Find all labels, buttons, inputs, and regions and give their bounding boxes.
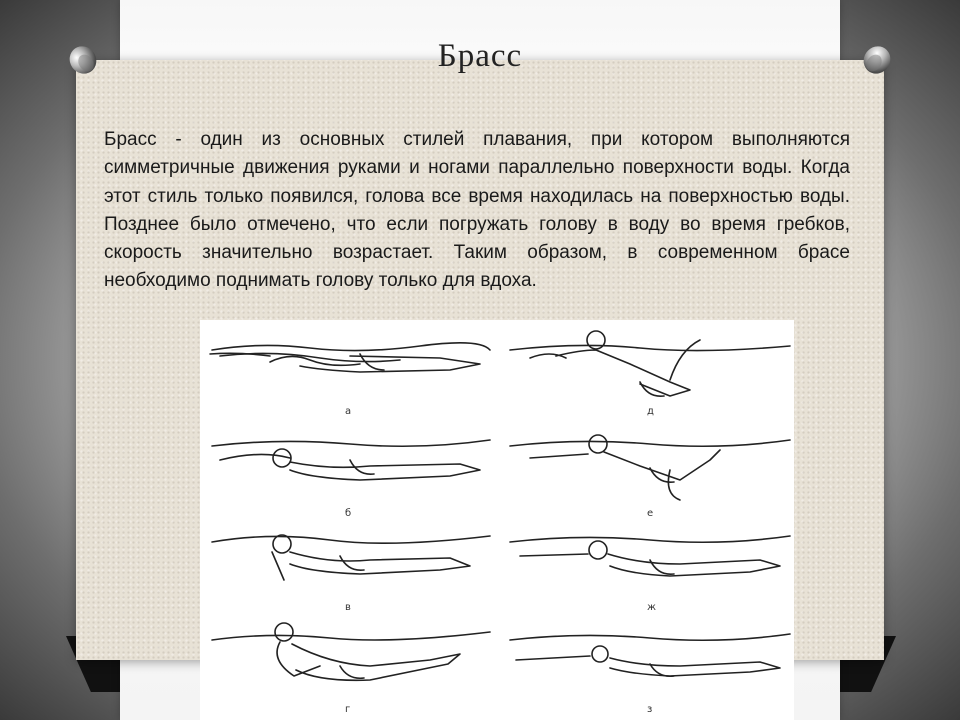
figure-caption: е [647,508,654,519]
swimmer-sketch-d [510,331,790,396]
figure-caption: б [345,508,352,519]
swimmer-sketch-a [210,343,490,372]
figure-caption: з [647,704,653,715]
swimmer-sketch-z [510,634,790,676]
breaststroke-figure [200,320,794,720]
swimmer-sketch-g [212,623,490,680]
slide-body-text: Брасс - один из основных стилей плавания, при котором выполняются симметричные движения руками и ногами параллельно поверхности воды. Когда этот стиль только появился, голова все время находилась на поверхностью воды. Позднее было отмечено, что если погружать голову в воду во время гребков, скорость значительно возрастает. Таким образом, в современном брасе необходимо поднимать голову только для вдоха. [104,129,850,292]
slide-title: Брасс [437,38,523,74]
figure-caption: в [345,602,351,613]
swimmer-sketch-e [510,435,790,500]
figure-caption: ж [647,602,657,613]
swimmer-sketch-zh [510,536,790,576]
swimmer-sketch-v [212,535,490,580]
breaststroke-illustration [200,320,794,720]
figure-caption: д [647,406,654,417]
figure-caption: г [345,704,351,715]
figure-caption: а [345,406,352,417]
swimmer-sketch-b [212,440,490,480]
